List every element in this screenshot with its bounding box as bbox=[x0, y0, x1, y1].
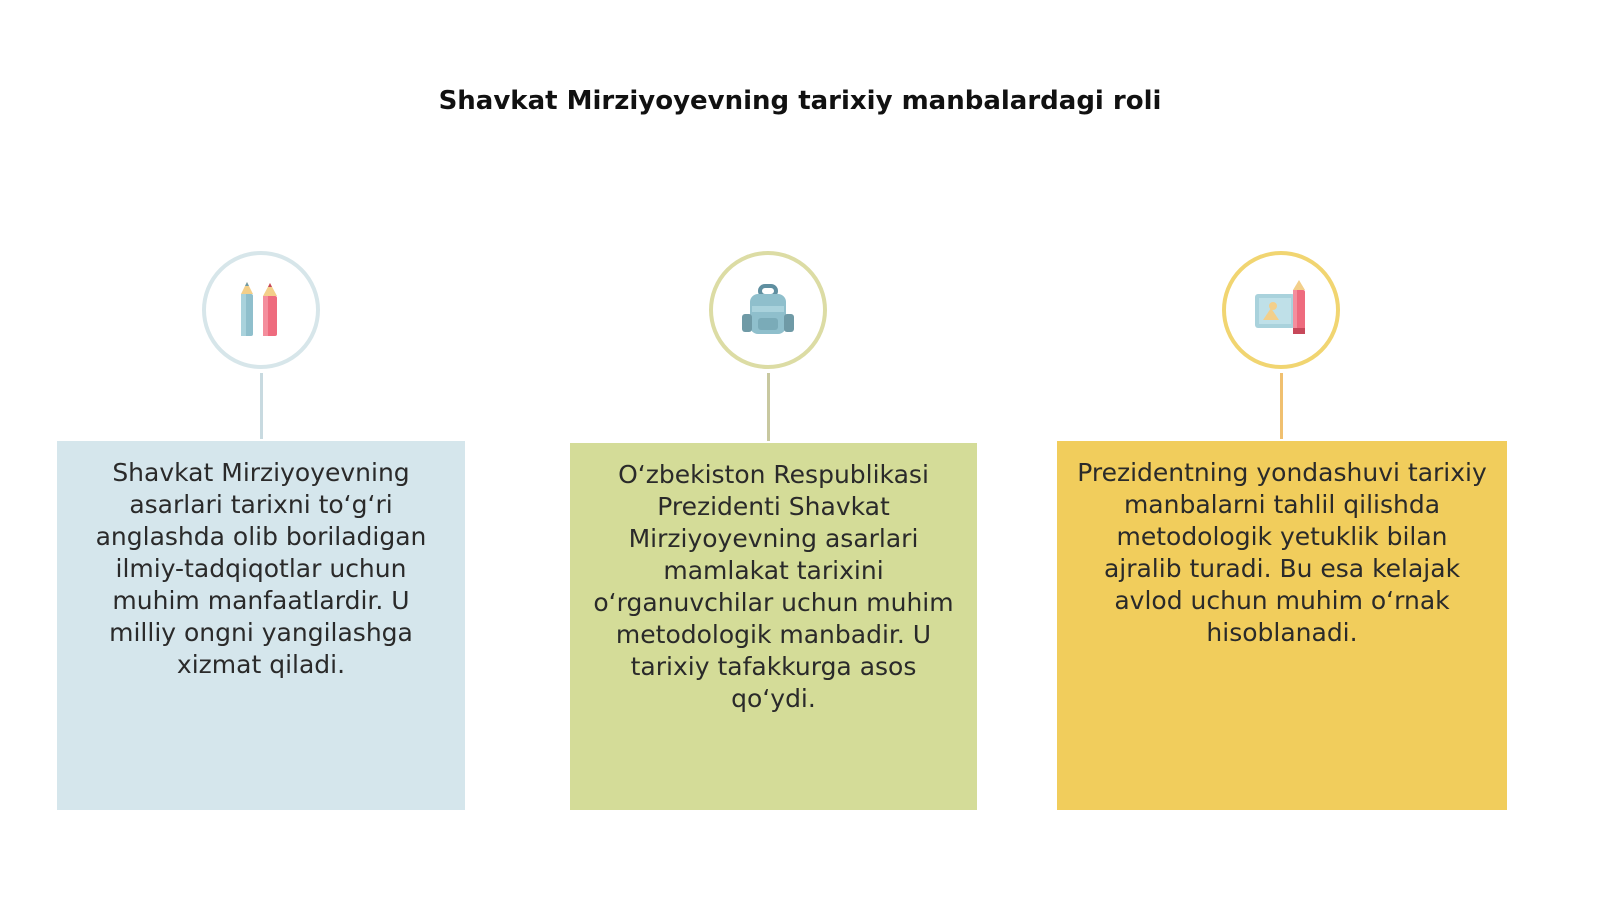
info-card-3 bbox=[1057, 441, 1507, 810]
slide-title: Shavkat Mirziyoyevning tarixiy manbalardagi roli bbox=[438, 86, 1162, 116]
icon-circle-3 bbox=[1222, 251, 1340, 369]
connector-line-1 bbox=[260, 373, 263, 439]
connector-line-3 bbox=[1280, 373, 1283, 439]
info-card-1-text: Shavkat Mirziyoyevning asarlari tarixni to‘g‘ri anglashda olib boriladigan ilmiy-tadqiqotlar uchun muhim manfaatlardir. U milliy ongni yangilashga xizmat qiladi. bbox=[95, 458, 427, 679]
pencils-icon bbox=[233, 278, 289, 342]
icon-circle-2 bbox=[709, 251, 827, 369]
info-card-2 bbox=[570, 443, 977, 810]
icon-circle-1 bbox=[202, 251, 320, 369]
info-card-1 bbox=[57, 441, 465, 810]
connector-line-2 bbox=[767, 373, 770, 441]
info-card-2-text: O‘zbekiston Respublikasi Prezidenti Shavkat Mirziyoyevning asarlari mamlakat tarixini o‘rganuvchilar uchun muhim metodologik manbadir. U tarixiy tafakkurga asos qo‘ydi. bbox=[593, 460, 954, 713]
canvas-pencil-icon bbox=[1249, 278, 1313, 342]
info-card-3-text: Prezidentning yondashuvi tarixiy manbalarni tahlil qilishda metodologik yetuklik bilan ajralib turadi. Bu esa kelajak avlod uchun muhim o‘rnak hisoblanadi. bbox=[1077, 458, 1487, 647]
backpack-icon bbox=[738, 280, 798, 340]
